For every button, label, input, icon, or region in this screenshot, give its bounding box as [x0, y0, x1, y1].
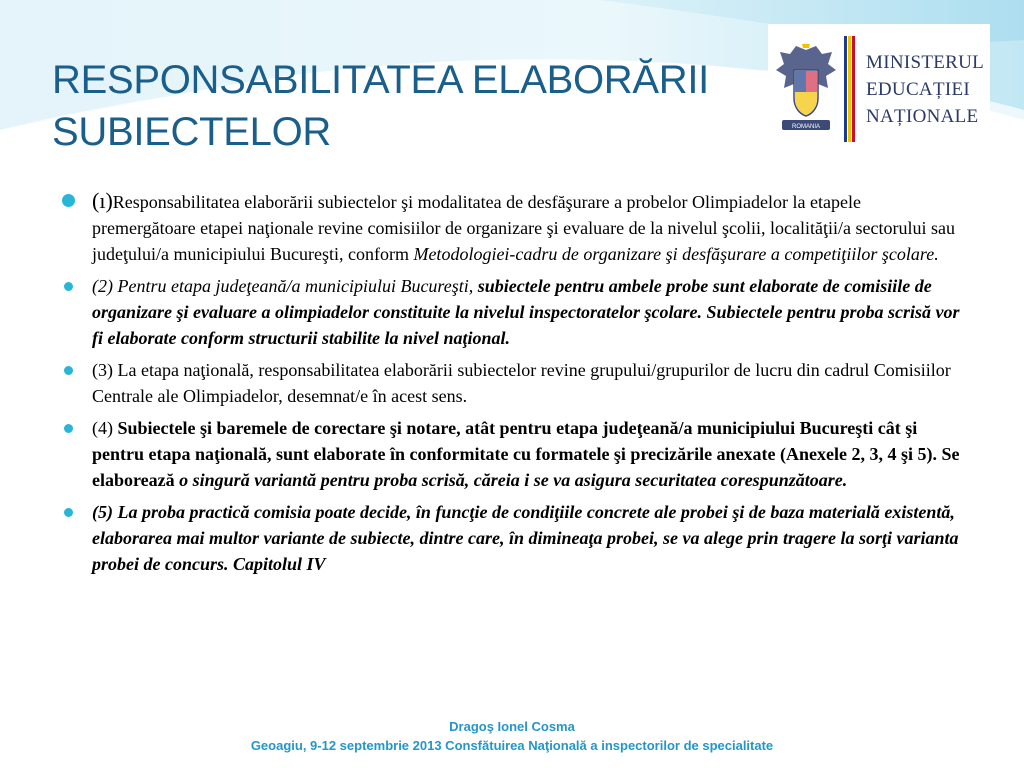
- bullet-item-1: [62, 188, 962, 267]
- bullet-item-4: [62, 415, 962, 493]
- bullet-dot-icon: [64, 424, 73, 433]
- footer-author: Dragoş Ionel Cosma: [449, 719, 575, 734]
- bullet-dot-icon: [62, 194, 75, 207]
- bullet-4-bold: Subiectele şi baremele de corectare şi notare, atât pentru etapa judeţeană/a municipiului Bucureşti cât şi pentru etapa naţională, sunt elaborate în conformitate cu formatele şi precizările anexate (Anexele 2, 3, 4 şi 5). Se elaborează: [92, 418, 960, 490]
- bullet-dot-icon: [64, 282, 73, 291]
- bullet-item-5: [62, 499, 962, 577]
- bullet-4-number: (4): [92, 418, 118, 438]
- ministry-line-3: NAȚIONALE: [866, 106, 979, 127]
- bullet-3-text: (3) La etapa naţională, responsabilitatea elaborării subiectelor revine grupului/grupurilor de lucru din cadrul Comisiilor Centrale ale Olimpiadelor, desemnat/e în acest sens.: [92, 360, 951, 406]
- ministry-name: [866, 49, 990, 130]
- ministry-logo: [768, 24, 990, 152]
- bullet-4-bold-italic: o singură variantă pentru proba scrisă, căreia i se va asigura securitatea corespunzătoare.: [179, 470, 848, 490]
- bullet-dot-icon: [64, 508, 73, 517]
- bullet-item-3: [62, 357, 962, 409]
- bullet-dot-icon: [64, 366, 73, 375]
- ministry-line-2: EDUCAȚIEI: [866, 79, 971, 100]
- flag-stripe-blue: [844, 36, 847, 142]
- flag-stripe-red: [852, 36, 855, 142]
- title-line-1: RESPONSABILITATEA ELABORĂRII: [52, 58, 709, 102]
- bullet-2-bold-italic: subiectele pentru ambele probe sunt elaborate de comisiile de organizare şi evaluare a olimpiadelor constituite la nivelul inspectoratelor şcolare. Subiectele pentru proba scrisă vor fi elaborate conform structurii stabilite la nivel naţional.: [92, 276, 960, 348]
- bullet-2-italic: (2) Pentru etapa judeţeană/a municipiului Bucureşti,: [92, 276, 478, 296]
- ministry-line-1: MINISTERUL: [866, 52, 985, 73]
- slide-title: [52, 54, 752, 158]
- emblem-banner-text: ROMANIA: [791, 124, 821, 130]
- bullet-5-bold-italic: (5) La proba practică comisia poate decide, în funcţie de condiţiile concrete ale probei şi de baza materială existentă, elaborarea mai multor variante de subiecte, dintre care, în dimineaţa probei, se va alege prin tragere la sorţi varianta probei de concurs. Capitolul IV: [92, 502, 959, 574]
- bullet-item-2: [62, 273, 962, 351]
- footer-event: Geoagiu, 9-12 septembrie 2013 Consfătuirea Naţională a inspectorilor de specialitate: [250, 738, 774, 753]
- bullet-1-number: (ı): [92, 188, 113, 213]
- bullet-1-italic: Metodologiei-cadru de organizare şi desfăşurare a competiţiilor şcolare.: [413, 244, 939, 264]
- bullet-1-text: Responsabilitatea elaborării subiectelor şi modalitatea de desfăşurare a probelor Olimpiadelor la etapele premergătoare etapei naţionale revine comisiilor de organizare şi evaluare de la nivelul şcolii, localităţii/a sectorului sau judeţului/a municipiului Bucureşti, conform: [92, 192, 955, 264]
- flag-stripe-yellow: [848, 36, 851, 142]
- coat-of-arms-icon: [774, 44, 838, 136]
- bullet-list: [62, 188, 962, 583]
- title-line-2: SUBIECTELOR: [52, 110, 331, 154]
